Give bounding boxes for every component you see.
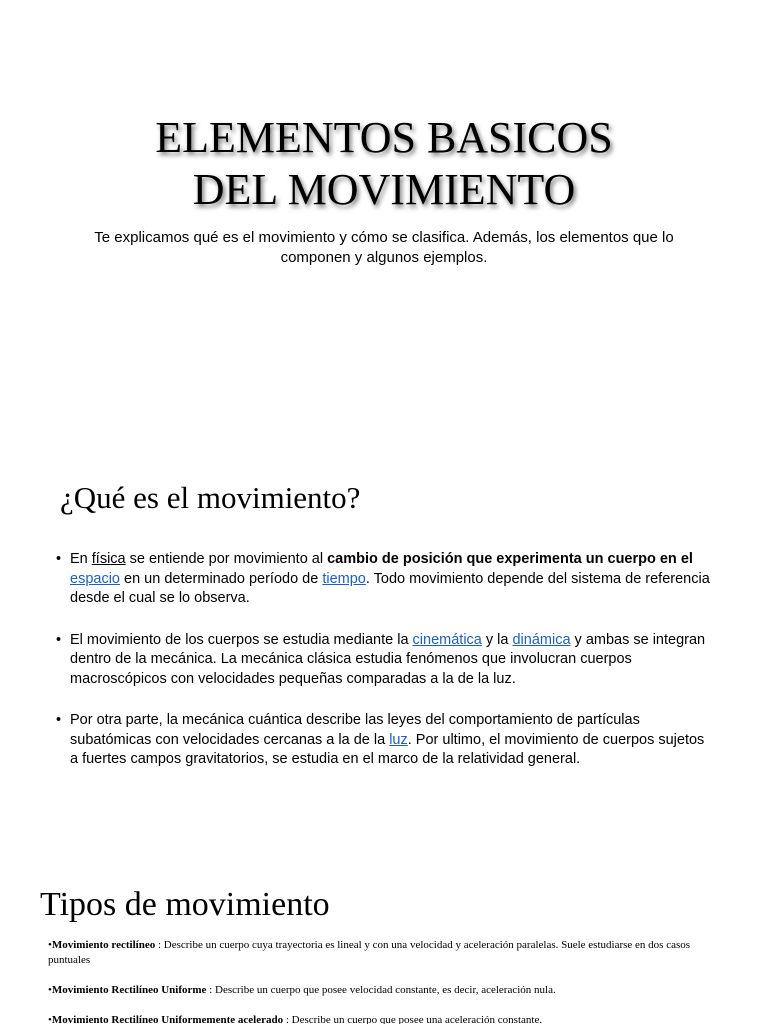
item-term: Movimiento rectilíneo [51,939,156,951]
bullet-dot: • [56,712,62,728]
item-description: : Describe un cuerpo cuya trayectoria es lineal y con una velocidad y aceleración paralelas. Suele estudiarse en dos casos puntuales [48,939,691,966]
link-luz[interactable]: luz [389,731,408,748]
bullet-text: . Por ultimo, el movimiento de cuerpos sujetos a fuertes campos gravitatorios, se estudia en el marco de la relatividad general. [70,731,705,767]
link-dinamica[interactable]: dinámica [512,631,571,648]
item-prefix: • [48,1014,52,1024]
link-tiempo[interactable]: tiempo [322,570,366,587]
bullet-bold-text: cambio de posición que experimenta un cuerpo en el [327,551,693,567]
item-description: : Describe un cuerpo que posee velocidad constante, es decir, aceleración nula. [206,984,556,996]
list-item [48,938,728,968]
bullet-dot: • [56,551,62,567]
bullet-text: . Todo movimiento depende del sistema de referencia desde el cual se lo observa. [70,570,710,606]
item-description: : Describe un cuerpo que posee una aceleración constante. [283,1014,543,1024]
link-fisica[interactable]: física [91,551,126,567]
bullet-list [54,550,714,792]
types-list [48,938,728,1024]
item-term: Movimiento Rectilíneo Uniformemente acelerado [51,1014,284,1024]
bullet-text: se entiende por movimiento al [125,551,328,567]
list-item [48,1013,728,1024]
bullet-item-2 [54,631,714,690]
bullet-text: y la [481,631,513,648]
item-term: Movimiento Rectilíneo Uniforme [51,984,207,996]
bullet-text: en un determinado período de [119,570,323,587]
types-title: Tipos de movimiento [40,886,330,923]
subtitle: Te explicamos qué es el movimiento y cómo se clasifica. Además, los elementos que lo componen y algunos ejemplos. [94,229,674,266]
movement-types-slide [0,840,768,1024]
bullet-text: El movimiento de los cuerpos se estudia mediante la [70,631,413,648]
what-is-movement-slide [0,440,768,830]
bullet-item-1 [54,550,714,609]
link-cinematica[interactable]: cinemática [412,631,482,648]
bullet-text: y ambas se integran dentro de la mecánica. La mecánica clásica estudia fenómenos que involucran cuerpos macroscópicos con velocidades pequeñas comparadas a la de la luz. [70,631,706,687]
bullet-item-3 [54,711,714,770]
main-title [0,112,768,216]
bullet-text: Por otra parte, la mecánica cuántica describe las leyes del comportamiento de partículas subatómicas con velocidades cercanas a la de la [70,712,640,748]
item-prefix: • [48,984,52,996]
main-title-line2: DEL MOVIMIENTO [192,165,576,214]
bullet-dot: • [56,631,62,648]
list-item [48,983,728,998]
main-title-line1: ELEMENTOS BASICOS [155,113,613,162]
bullet-text: En [70,551,92,567]
link-espacio[interactable]: espacio [70,570,120,587]
title-slide [0,0,768,435]
item-prefix: • [48,939,52,951]
section-title: ¿Qué es el movimiento? [60,480,361,515]
